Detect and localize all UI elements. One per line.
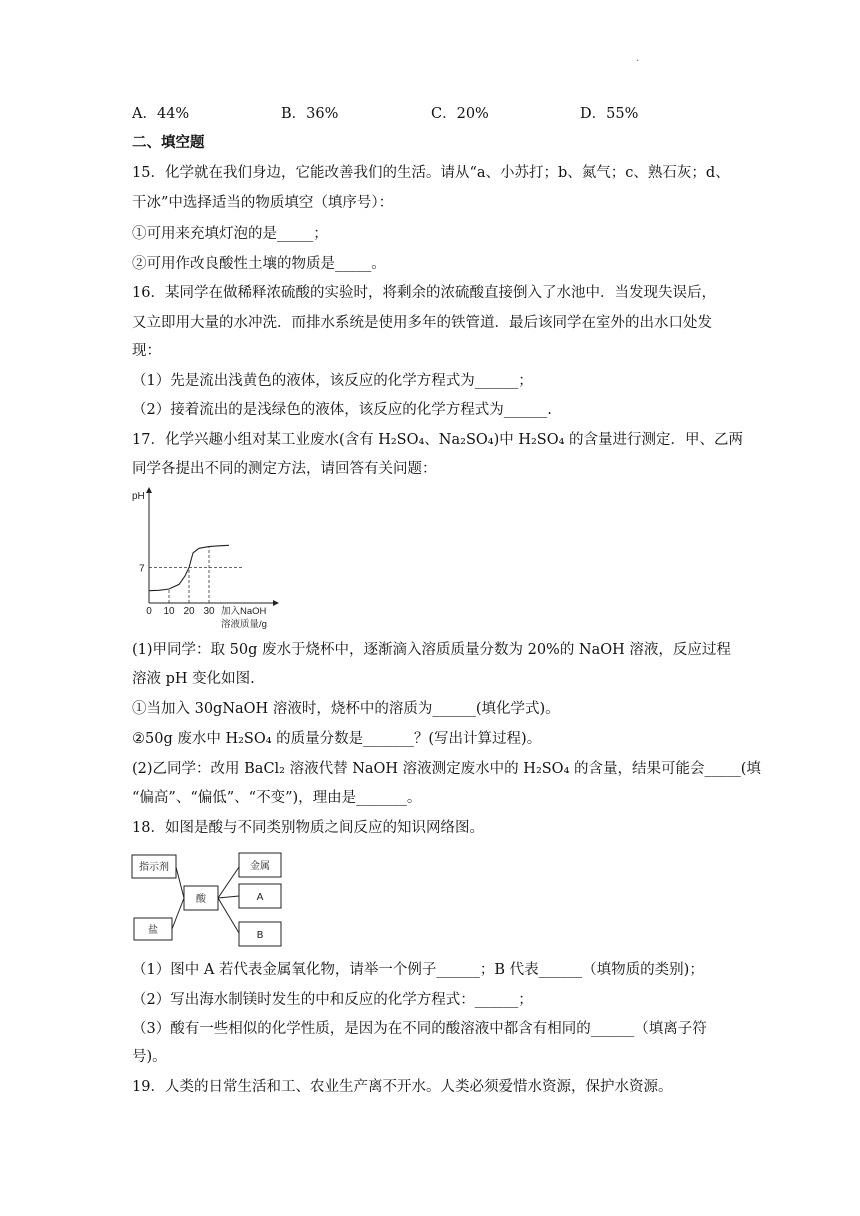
- q16-line-2: 又立即用大量的水冲洗．而排水系统是使用多年的铁管道．最后该同学在室外的出水口处发: [132, 315, 712, 331]
- x-axis-arrow: [273, 600, 279, 606]
- option-a: A．44%: [132, 106, 190, 122]
- q17-line-1: 17．化学兴趣小组对某工业废水(含有 H₂SO₄、Na₂SO₄)中 H₂SO₄ 的含量进行测定．甲、乙两: [132, 432, 744, 448]
- header-dot: ·: [636, 56, 640, 67]
- option-d: D．55%: [580, 106, 639, 122]
- x-axis-label-line-1: 加入NaOH: [221, 606, 267, 617]
- q18-line-3: （2）写出海水制镁时发生的中和反应的化学方程式：______；: [132, 992, 533, 1008]
- q17-line-8: “偏高”、“偏低”、“不变”)，理由是_______。: [132, 790, 422, 806]
- x-tick-20: 20: [183, 606, 195, 617]
- acid-network-diagram: [128, 850, 288, 950]
- q17-line-4: 溶液 pH 变化如图.: [132, 671, 255, 687]
- metal-label: 金属: [250, 861, 270, 872]
- salt-label: 盐: [148, 925, 158, 936]
- q18-line-2: （1）图中 A 若代表金属氧化物，请举一个例子______；B 代表______（填物质的类别)；: [132, 962, 704, 978]
- q15-line-2: 干冰”中选择适当的物质填空（填序号）：: [132, 195, 394, 211]
- a-label: A: [256, 892, 264, 903]
- x-tick-30: 30: [203, 606, 215, 617]
- link-indicator-acid: [176, 867, 184, 898]
- link-acid-metal: [218, 867, 239, 898]
- q16-line-1: 16．某同学在做稀释浓硫酸的实验时，将剩余的浓硫酸直接倒入了水池中．当发现失误后，: [132, 285, 716, 301]
- option-c: C．20%: [431, 106, 489, 122]
- link-acid-a: [218, 896, 239, 898]
- x-tick-0: 0: [146, 606, 152, 617]
- acid-label: 酸: [196, 894, 206, 905]
- q18-line-1: 18．如图是酸与不同类别物质之间反应的知识网络图。: [132, 820, 484, 836]
- y-axis-arrow: [146, 487, 152, 493]
- q17-line-2: 同学各提出不同的测定方法，请回答有关问题：: [132, 461, 437, 477]
- q15-line-1: 15．化学就在我们身边，它能改善我们的生活。请从“a、小苏打；b、氮气；c、熟石灰；d、: [132, 165, 730, 181]
- q16-line-3: 现：: [132, 343, 161, 359]
- q18-line-4: （3）酸有一些相似的化学性质，是因为在不同的酸溶液中都含有相同的______（填离子符: [132, 1021, 707, 1037]
- y-axis-label: pH: [132, 491, 145, 502]
- indicator-label: 指示剂: [139, 862, 169, 873]
- x-axis-label-line-2: 溶液质量/g: [221, 619, 267, 630]
- q17-line-6: ②50g 废水中 H₂SO₄ 的质量分数是_______？(写出计算过程)。: [132, 731, 542, 747]
- section-title: 二、填空题: [132, 134, 205, 151]
- q16-line-4: （1）先是流出浅黄色的液体，该反应的化学方程式为______；: [132, 373, 533, 389]
- q19-line-1: 19．人类的日常生活和工、农业生产离不开水。人类必须爱惜水资源，保护水资源。: [132, 1079, 673, 1095]
- q18-line-5: 号)。: [132, 1049, 167, 1065]
- option-b: B．36%: [281, 106, 339, 122]
- q15-line-4: ②可用作改良酸性土壤的物质是_____。: [132, 256, 386, 272]
- q17-line-3: (1)甲同学：取 50g 废水于烧杯中，逐渐滴入溶质质量分数为 20%的 NaOH 溶液，反应过程: [132, 642, 731, 658]
- q17-line-5: ①当加入 30gNaOH 溶液时，烧杯中的溶质为______(填化学式)。: [132, 701, 560, 717]
- q15-line-3: ①可用来充填灯泡的是_____；: [132, 226, 328, 242]
- q17-line-7: (2)乙同学：改用 BaCl₂ 溶液代替 NaOH 溶液测定废水中的 H₂SO₄ 的含量，结果可能会_____(填: [132, 761, 761, 777]
- q16-line-5: （2）接着流出的是浅绿色的液体，该反应的化学方程式为______.: [132, 402, 552, 418]
- x-tick-10: 10: [163, 606, 175, 617]
- b-label: B: [256, 930, 264, 941]
- y-tick-7: 7: [139, 563, 145, 575]
- ph-chart: [128, 484, 288, 634]
- link-salt-acid: [172, 898, 184, 929]
- link-acid-b: [218, 898, 239, 933]
